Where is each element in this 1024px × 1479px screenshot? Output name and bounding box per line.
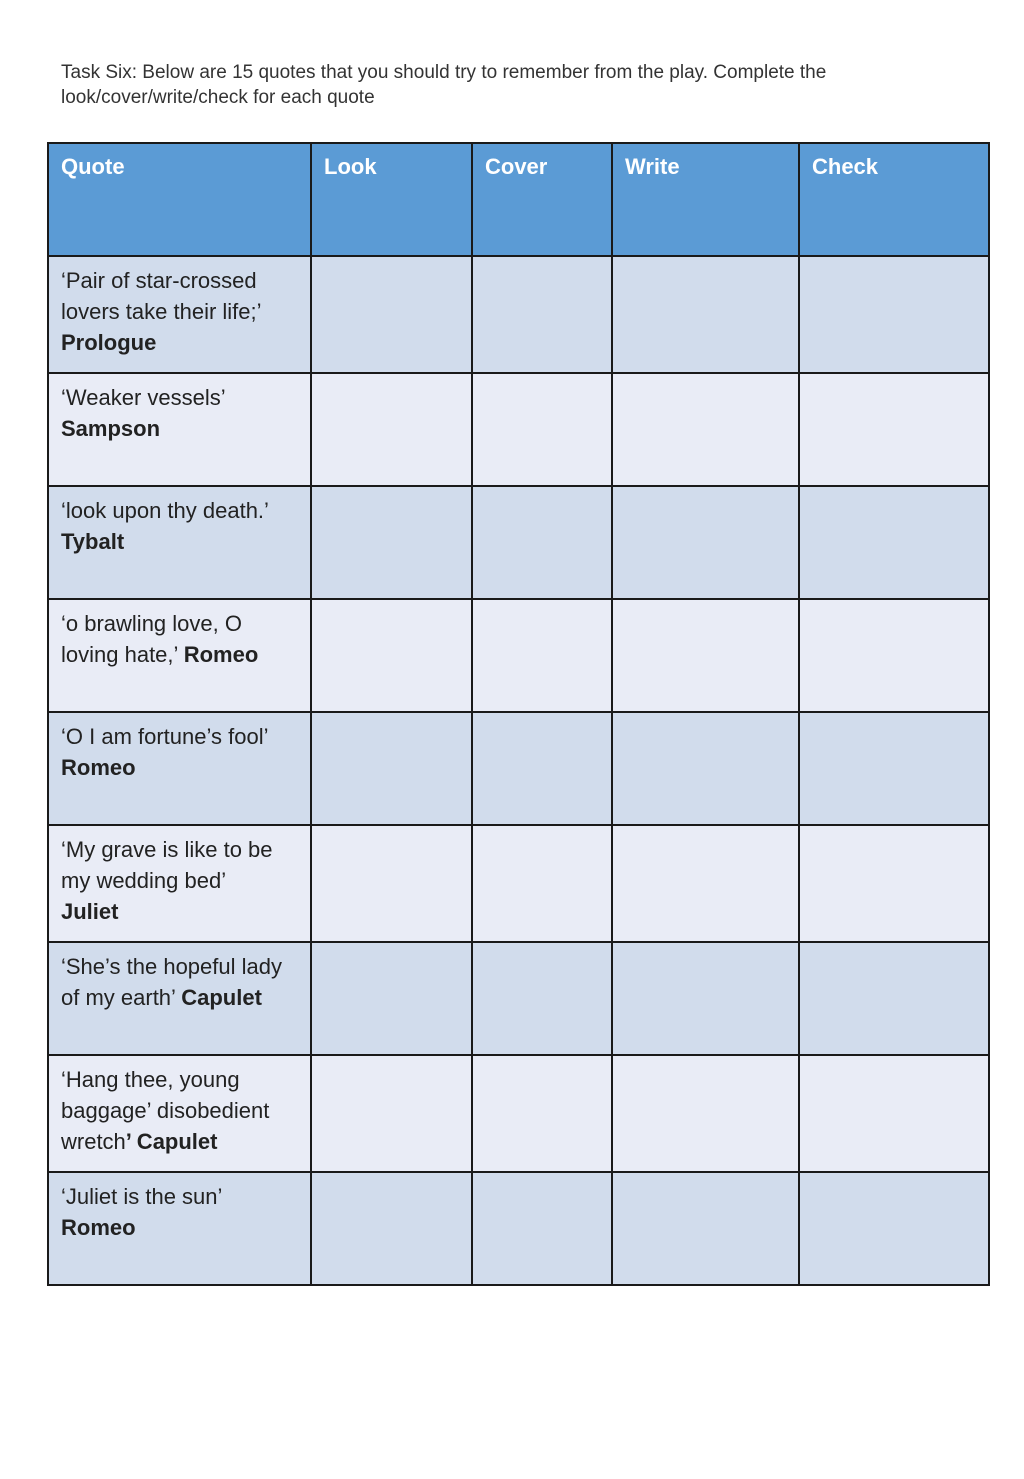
- cover-cell[interactable]: [472, 256, 612, 373]
- header-look: Look: [311, 143, 472, 256]
- write-cell[interactable]: [612, 825, 799, 942]
- write-cell[interactable]: [612, 942, 799, 1055]
- header-row: [48, 143, 989, 256]
- look-cell[interactable]: [311, 942, 472, 1055]
- table-row: [48, 373, 989, 486]
- quote-cell: [48, 825, 311, 942]
- look-cell[interactable]: [311, 825, 472, 942]
- quote-cell: [48, 712, 311, 825]
- check-cell[interactable]: [799, 256, 989, 373]
- header-cover: Cover: [472, 143, 612, 256]
- cover-cell[interactable]: [472, 373, 612, 486]
- write-cell[interactable]: [612, 1055, 799, 1172]
- quote-text: ‘My grave is like to be my wedding bed’: [61, 837, 279, 893]
- speaker-name: Romeo: [61, 1215, 136, 1240]
- look-cell[interactable]: [311, 1055, 472, 1172]
- speaker-name: Sampson: [61, 416, 161, 441]
- look-cell[interactable]: [311, 256, 472, 373]
- quote-cell: [48, 942, 311, 1055]
- write-cell[interactable]: [612, 256, 799, 373]
- speaker-name: Tybalt: [61, 529, 125, 554]
- check-cell[interactable]: [799, 942, 989, 1055]
- cover-cell[interactable]: [472, 942, 612, 1055]
- cover-cell[interactable]: [472, 486, 612, 599]
- table-row: [48, 256, 989, 373]
- speaker-name: Prologue: [61, 330, 157, 355]
- speaker-name: Juliet: [61, 899, 119, 924]
- quote-cell: [48, 373, 311, 486]
- check-cell[interactable]: [799, 599, 989, 712]
- table-row: [48, 599, 989, 712]
- quote-cell: [48, 486, 311, 599]
- speaker-name: ’ Capulet: [125, 1129, 218, 1154]
- quote-text: ‘o brawling love, O loving hate,’: [61, 611, 249, 667]
- look-cell[interactable]: [311, 599, 472, 712]
- table-row: [48, 486, 989, 599]
- quote-cell: [48, 1055, 311, 1172]
- quote-cell: [48, 1172, 311, 1285]
- write-cell[interactable]: [612, 486, 799, 599]
- quote-text: ‘O I am fortune’s fool’: [61, 724, 269, 749]
- look-cell[interactable]: [311, 373, 472, 486]
- table-row: [48, 1055, 989, 1172]
- check-cell[interactable]: [799, 712, 989, 825]
- cover-cell[interactable]: [472, 825, 612, 942]
- cover-cell[interactable]: [472, 1055, 612, 1172]
- look-cover-write-check-table: [47, 142, 990, 1286]
- header-write: Write: [612, 143, 799, 256]
- cover-cell[interactable]: [472, 1172, 612, 1285]
- table-row: [48, 825, 989, 942]
- check-cell[interactable]: [799, 825, 989, 942]
- write-cell[interactable]: [612, 599, 799, 712]
- quote-cell: [48, 256, 311, 373]
- look-cell[interactable]: [311, 712, 472, 825]
- speaker-name: Capulet: [181, 985, 262, 1010]
- quote-cell: [48, 599, 311, 712]
- write-cell[interactable]: [612, 373, 799, 486]
- header-check: Check: [799, 143, 989, 256]
- check-cell[interactable]: [799, 373, 989, 486]
- table-row: [48, 942, 989, 1055]
- table-row: [48, 1172, 989, 1285]
- quote-text: ‘look upon thy death.’: [61, 498, 269, 523]
- header-quote: Quote: [48, 143, 311, 256]
- quote-text: ‘Weaker vessels’: [61, 385, 226, 410]
- check-cell[interactable]: [799, 1172, 989, 1285]
- check-cell[interactable]: [799, 486, 989, 599]
- look-cell[interactable]: [311, 486, 472, 599]
- speaker-name: Romeo: [61, 755, 136, 780]
- task-instructions: Task Six: Below are 15 quotes that you should try to remember from the play. Complete the look/cover/write/check for each quote: [61, 62, 827, 108]
- quote-text: ‘Pair of star-crossed lovers take their life;’: [61, 268, 263, 324]
- cover-cell[interactable]: [472, 599, 612, 712]
- look-cell[interactable]: [311, 1172, 472, 1285]
- table-row: [48, 712, 989, 825]
- speaker-name: Romeo: [183, 642, 259, 667]
- write-cell[interactable]: [612, 712, 799, 825]
- quote-text: ‘She’s the hopeful lady of my earth’: [61, 954, 289, 1010]
- cover-cell[interactable]: [472, 712, 612, 825]
- quote-text: ‘Juliet is the sun’: [61, 1184, 223, 1209]
- quote-text: ‘Hang thee, young baggage’ disobedient wretch: [61, 1067, 276, 1154]
- write-cell[interactable]: [612, 1172, 799, 1285]
- check-cell[interactable]: [799, 1055, 989, 1172]
